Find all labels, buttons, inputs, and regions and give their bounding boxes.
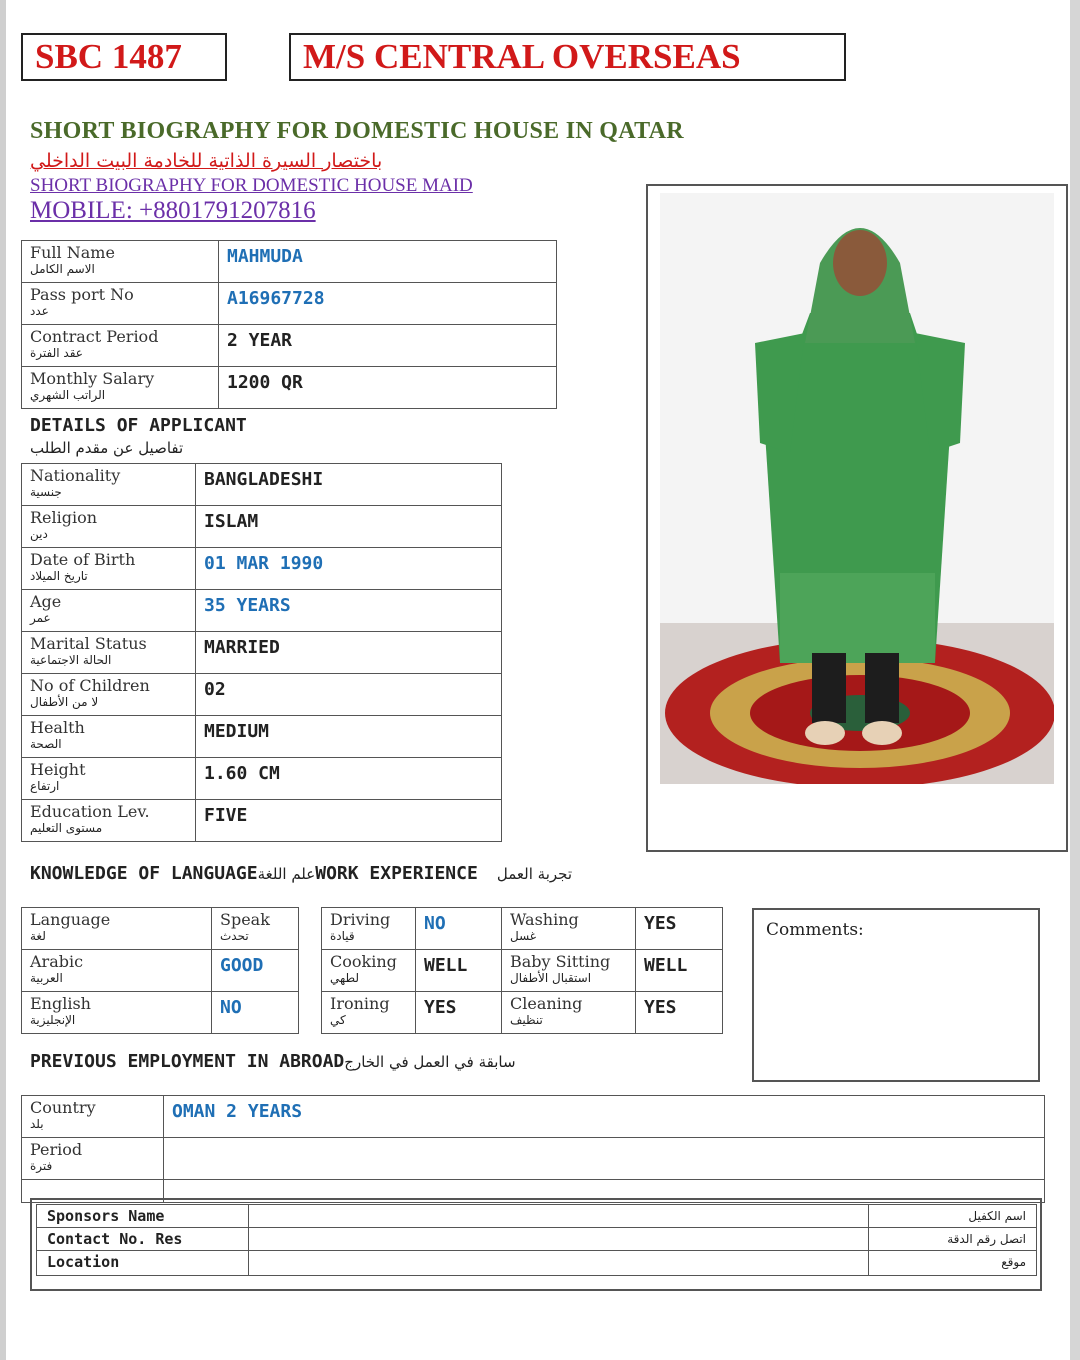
- table-row: [22, 632, 502, 674]
- label-cell: [22, 908, 212, 950]
- field-value: 35 YEARS: [204, 595, 291, 616]
- country-label: Country: [30, 1098, 96, 1117]
- label-cell: [22, 950, 212, 992]
- period-label-arabic: فترة: [30, 1159, 53, 1173]
- field-label-arabic: تنظيف: [510, 1013, 543, 1027]
- field-label-arabic: لطهي: [330, 971, 360, 985]
- value-cell: [212, 992, 299, 1034]
- value-cell: [416, 992, 502, 1034]
- work-table: [321, 907, 723, 1034]
- language-heading: KNOWLEDGE OF LANGUAGE: [30, 863, 258, 884]
- table-row: [22, 1096, 1045, 1138]
- work-heading: WORK EXPERIENCE: [315, 863, 478, 884]
- field-value: MARRIED: [204, 637, 280, 658]
- field-value: NO: [424, 913, 446, 934]
- field-value: 01 MAR 1990: [204, 553, 324, 574]
- value-cell: [416, 950, 502, 992]
- work-heading-arabic: تجربة العمل: [496, 865, 573, 883]
- field-label: Ironing: [330, 994, 390, 1013]
- label-cell: [22, 283, 219, 325]
- page-subtitle: SHORT BIOGRAPHY FOR DOMESTIC HOUSE MAID: [30, 175, 473, 196]
- field-label-arabic: مستوى التعليم: [30, 821, 103, 835]
- table-row: [22, 800, 502, 842]
- language-table: [21, 907, 299, 1034]
- table-row: [22, 283, 557, 325]
- value-cell: [196, 548, 502, 590]
- comments-box[interactable]: [752, 908, 1040, 1082]
- field-label-arabic: دين: [30, 527, 48, 541]
- table-row: [22, 1138, 1045, 1180]
- field-value: FIVE: [204, 805, 248, 826]
- details-heading-arabic: تفاصيل عن مقدم الطلب: [30, 439, 184, 457]
- field-label: Monthly Salary: [30, 369, 155, 388]
- field-value: 1200 QR: [227, 372, 303, 393]
- value-cell: [219, 325, 557, 367]
- country-label-arabic: بلد: [30, 1117, 44, 1131]
- speak-label: Speak: [220, 910, 270, 929]
- field-label: Language: [30, 910, 111, 929]
- field-label-arabic: الراتب الشهري: [30, 388, 106, 402]
- details-table: [21, 463, 502, 842]
- field-value: YES: [644, 913, 677, 934]
- label-cell: [22, 758, 196, 800]
- field-label-arabic: عقد الفترة: [30, 346, 83, 360]
- field-label: Health: [30, 718, 85, 737]
- value-cell: [196, 800, 502, 842]
- field-value: 2 YEAR: [227, 330, 293, 351]
- contact-label: Contact No. Res: [47, 1230, 183, 1248]
- speak-label-arabic: تحدث: [220, 929, 249, 943]
- value-cell: [636, 908, 723, 950]
- table-row: [22, 590, 502, 632]
- field-value: ISLAM: [204, 511, 259, 532]
- page-title: SHORT BIOGRAPHY FOR DOMESTIC HOUSE IN QATAR: [30, 118, 684, 144]
- value-cell: [196, 632, 502, 674]
- country-label-cell: [22, 1096, 164, 1138]
- label-cell: [22, 464, 196, 506]
- comments-label: Comments:: [766, 920, 864, 940]
- table-row: [22, 674, 502, 716]
- period-value: [172, 1140, 1036, 1142]
- table-row: [322, 950, 723, 992]
- sponsor-name-field[interactable]: [249, 1205, 869, 1228]
- value-cell: [219, 367, 557, 409]
- previous-heading-arabic: سابقة في العمل في الخارج: [344, 1053, 516, 1071]
- sponsor-name-arabic: اسم الكفيل: [968, 1209, 1026, 1223]
- field-value: WELL: [424, 955, 468, 976]
- page-title-arabic: باختصار السيرة الذاتية للخادمة البيت الداخلي: [30, 150, 383, 172]
- label-cell: [22, 325, 219, 367]
- value-cell: [196, 590, 502, 632]
- reference-code: SBC 1487: [35, 37, 182, 76]
- sponsor-table: [36, 1204, 1037, 1276]
- field-label: Date of Birth: [30, 550, 136, 569]
- previous-employment-table: [21, 1095, 1045, 1203]
- language-level: GOOD: [220, 955, 264, 976]
- label-cell: [22, 367, 219, 409]
- field-label: Nationality: [30, 466, 121, 485]
- location-field[interactable]: [249, 1251, 869, 1276]
- value-cell: [636, 992, 723, 1034]
- label-cell: [322, 908, 416, 950]
- period-value-cell: [164, 1138, 1045, 1180]
- table-row: [322, 908, 723, 950]
- field-label: No of Children: [30, 676, 150, 695]
- country-value: OMAN 2 YEARS: [172, 1101, 303, 1122]
- value-cell: [196, 506, 502, 548]
- field-label: Arabic: [30, 952, 84, 971]
- field-value: 1.60 CM: [204, 763, 280, 784]
- language-heading-arabic: علم اللغة: [257, 865, 316, 883]
- table-row: [22, 367, 557, 409]
- field-label-arabic: ارتفاع: [30, 779, 60, 793]
- language-level: NO: [220, 997, 242, 1018]
- field-label-arabic: تاريخ الميلاد: [30, 569, 88, 583]
- table-row: [22, 241, 557, 283]
- field-label-arabic: كي: [330, 1013, 346, 1027]
- label-cell: [502, 950, 636, 992]
- location-label: Location: [47, 1253, 120, 1271]
- table-row: [37, 1205, 1037, 1228]
- label-cell: [22, 241, 219, 283]
- period-label-cell: [22, 1138, 164, 1180]
- table-row: [22, 758, 502, 800]
- table-row: [22, 325, 557, 367]
- value-cell: [219, 283, 557, 325]
- field-label: Full Name: [30, 243, 115, 262]
- value-cell: [212, 950, 299, 992]
- table-row: [322, 992, 723, 1034]
- value-cell: [636, 950, 723, 992]
- table-row: [22, 716, 502, 758]
- agency-box: [289, 33, 846, 81]
- location-arabic: موقع: [1001, 1255, 1026, 1269]
- field-label-arabic: استقبال الأطفال: [510, 971, 592, 985]
- value-cell: [219, 241, 557, 283]
- label-cell: [22, 590, 196, 632]
- page-edge-right: [1070, 0, 1080, 1360]
- label-cell: [22, 716, 196, 758]
- field-value: WELL: [644, 955, 688, 976]
- label-cell: [502, 992, 636, 1034]
- basic-info-table: [21, 240, 557, 409]
- field-label-arabic: عدد: [30, 304, 49, 318]
- label-cell: [322, 950, 416, 992]
- label-cell: [502, 908, 636, 950]
- field-label: English: [30, 994, 91, 1013]
- field-label-arabic: الاسم الكامل: [30, 262, 95, 276]
- table-row: [22, 506, 502, 548]
- code-box: [21, 33, 227, 81]
- label-cell: [22, 506, 196, 548]
- field-value: 02: [204, 679, 226, 700]
- mobile-number: MOBILE: +8801791207816: [30, 197, 316, 224]
- field-label-arabic: لغة: [30, 929, 46, 943]
- knowledge-heading-row: [30, 863, 572, 884]
- field-label: Driving: [330, 910, 391, 929]
- label-cell: [22, 632, 196, 674]
- field-value: MEDIUM: [204, 721, 270, 742]
- label-cell: [22, 800, 196, 842]
- field-label: Cooking: [330, 952, 397, 971]
- field-label: Height: [30, 760, 86, 779]
- table-row: [22, 950, 299, 992]
- value-cell: [196, 674, 502, 716]
- field-value: YES: [644, 997, 677, 1018]
- table-row: [22, 548, 502, 590]
- value-cell: [196, 716, 502, 758]
- field-label-arabic: غسل: [510, 929, 537, 943]
- field-value: MAHMUDA: [227, 246, 303, 267]
- field-label: Contract Period: [30, 327, 159, 346]
- label-cell: [22, 674, 196, 716]
- field-label: Education Lev.: [30, 802, 150, 821]
- value-cell: [212, 908, 299, 950]
- table-row: [22, 464, 502, 506]
- field-label-arabic: لا من الأطفال: [30, 695, 99, 709]
- field-value: BANGLADESHI: [204, 469, 324, 490]
- field-label: Age: [30, 592, 62, 611]
- previous-heading-row: [30, 1051, 516, 1072]
- contact-arabic: اتصل رقم الدقة: [947, 1232, 1026, 1246]
- country-value-cell: [164, 1096, 1045, 1138]
- field-label: Cleaning: [510, 994, 583, 1013]
- field-label: Baby Sitting: [510, 952, 611, 971]
- value-cell: [196, 464, 502, 506]
- value-cell: [416, 908, 502, 950]
- contact-field[interactable]: [249, 1228, 869, 1251]
- field-label-arabic: الإنجليزية: [30, 1013, 76, 1027]
- field-label-arabic: عمر: [30, 611, 51, 625]
- field-label-arabic: جنسية: [30, 485, 62, 499]
- sponsor-name-label: Sponsors Name: [47, 1207, 165, 1225]
- field-label: Pass port No: [30, 285, 134, 304]
- table-row: [37, 1228, 1037, 1251]
- field-label-arabic: قيادة: [330, 929, 355, 943]
- field-value: YES: [424, 997, 457, 1018]
- period-label: Period: [30, 1140, 83, 1159]
- label-cell: [22, 548, 196, 590]
- table-row: [22, 992, 299, 1034]
- field-label-arabic: العربية: [30, 971, 63, 985]
- details-heading: DETAILS OF APPLICANT: [30, 415, 247, 436]
- applicant-photo-icon: [660, 193, 1054, 784]
- applicant-photo: [660, 193, 1054, 784]
- field-label: Marital Status: [30, 634, 147, 653]
- table-row: [37, 1251, 1037, 1276]
- label-cell: [322, 992, 416, 1034]
- field-label-arabic: الحالة الاجتماعية: [30, 653, 112, 667]
- field-label-arabic: الصحة: [30, 737, 62, 751]
- field-label: Religion: [30, 508, 98, 527]
- page-edge-left: [0, 0, 6, 1360]
- field-label: Washing: [510, 910, 579, 929]
- table-row: [22, 908, 299, 950]
- agency-name: M/S CENTRAL OVERSEAS: [303, 37, 741, 76]
- previous-heading: PREVIOUS EMPLOYMENT IN ABROAD: [30, 1051, 345, 1072]
- label-cell: [22, 992, 212, 1034]
- field-value: A16967728: [227, 288, 325, 309]
- value-cell: [196, 758, 502, 800]
